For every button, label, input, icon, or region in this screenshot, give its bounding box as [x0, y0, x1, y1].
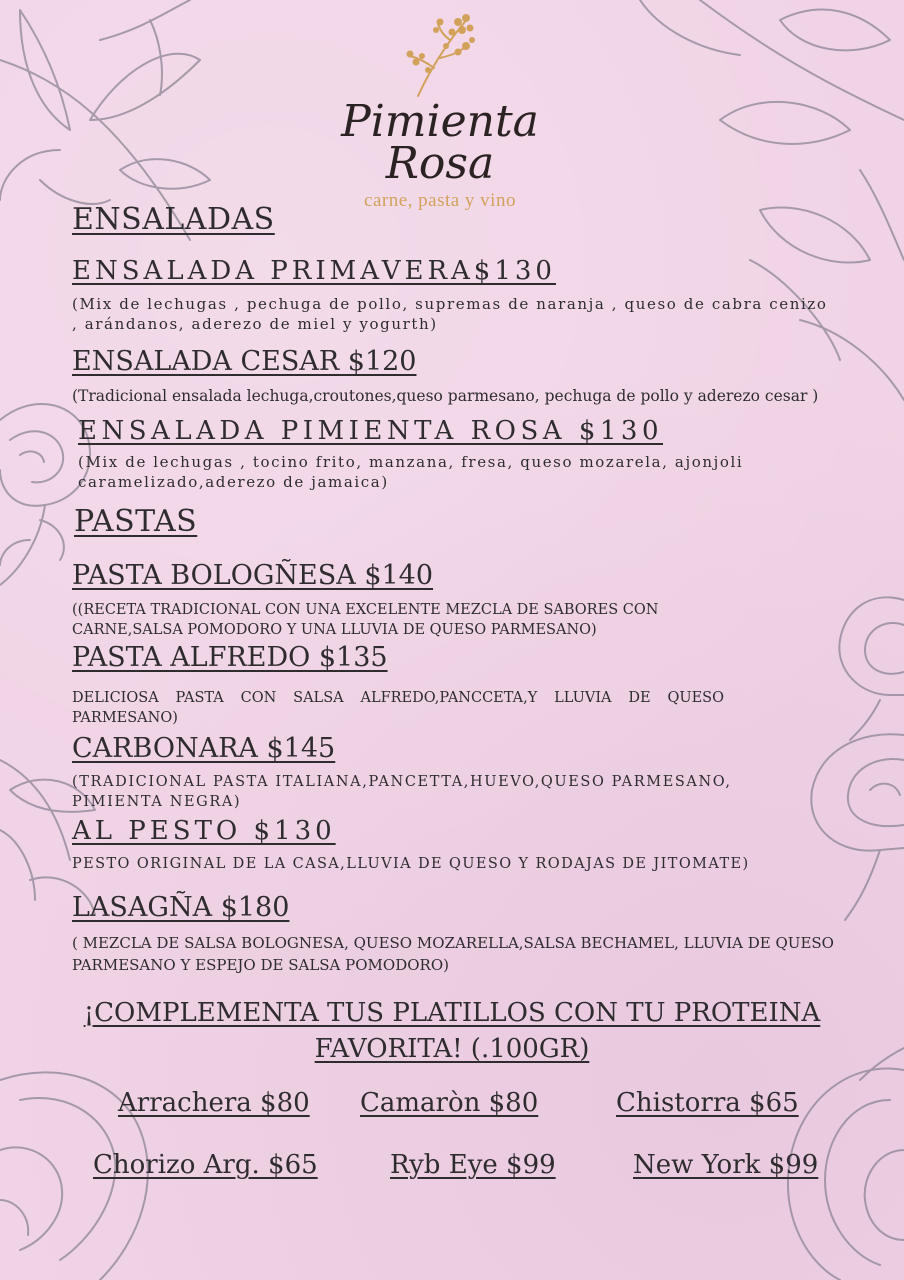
brand-name-line2: Rosa	[385, 138, 495, 189]
left-rose-icon	[0, 404, 90, 585]
protein-promo-heading-line2: FAVORITA! (.100GR)	[314, 1034, 590, 1064]
menu-item-description: (Mix de lechugas , tocino frito, manzana, fresa, queso mozarela, ajonjoli caramelizado,aderezo de jamaica)	[78, 453, 744, 491]
menu-item-description: (Mix de lechugas , pechuga de pollo, supremas de naranja , queso de cabra cenizo , arándanos, aderezo de miel y yogurth)	[72, 295, 828, 333]
protein-option: Ryb Eye $99	[390, 1150, 556, 1180]
protein-option: Chistorra $65	[616, 1088, 799, 1118]
menu-item-description: (TRADICIONAL PASTA ITALIANA,PANCETTA,HUEVO,QUESO PARMESANO, PIMIENTA NEGRA)	[72, 774, 732, 810]
menu-item-pasta-bolognesa: PASTA BOLOGÑESA $140	[72, 560, 434, 591]
brand-tagline: carne, pasta y vino	[364, 190, 516, 211]
section-heading-pastas: PASTAS	[74, 504, 198, 539]
menu-item-description: (Tradicional ensalada lechuga,croutones,queso parmesano, pechuga de pollo y aderezo cesar )	[72, 387, 819, 405]
protein-option: New York $99	[633, 1150, 819, 1180]
section-heading-ensaladas: ENSALADAS	[72, 202, 275, 237]
menu-item-description: DELICIOSA PASTA CON SALSA ALFREDO,PANCCETA,Y LLUVIA DE QUESO PARMESANO)	[72, 690, 724, 726]
protein-option: Arrachera $80	[118, 1088, 310, 1118]
menu-item-ensalada-primavera: ENSALADA PRIMAVERA$130	[72, 256, 556, 286]
menu-item-lasagna: LASAGÑA $180	[72, 892, 290, 923]
brand-name-line1: Pimienta	[341, 96, 539, 147]
menu-item-carbonara: CARBONARA $145	[72, 733, 336, 764]
menu-item-ensalada-pimienta-rosa: ENSALADA PIMIENTA ROSA $130	[78, 416, 664, 446]
menu-item-ensalada-cesar: ENSALADA CESAR $120	[72, 346, 417, 377]
top-right-leaves-icon	[640, 0, 904, 400]
menu-item-al-pesto: AL PESTO $130	[72, 816, 336, 846]
menu-item-pasta-alfredo: PASTA ALFREDO $135	[72, 642, 388, 673]
menu-item-description: ((RECETA TRADICIONAL CON UNA EXCELENTE MEZCLA DE SABORES CON CARNE,SALSA POMODORO Y UNA LLUVIA DE QUESO PARMESANO)	[72, 602, 659, 638]
menu-item-description: PESTO ORIGINAL DE LA CASA,LLUVIA DE QUESO Y RODAJAS DE JITOMATE)	[72, 856, 750, 872]
menu-item-description: ( MEZCLA DE SALSA BOLOGNESA, QUESO MOZARELLA,SALSA BECHAMEL, LLUVIA DE QUESO PARMESANO Y ESPEJO DE SALSA POMODORO)	[72, 934, 834, 974]
pink-pepper-sprig-icon	[400, 10, 480, 100]
protein-promo-heading-line1: ¡COMPLEMENTA TUS PLATILLOS CON TU PROTEINA	[83, 998, 821, 1028]
restaurant-logo	[320, 10, 560, 212]
protein-option: Camaròn $80	[360, 1088, 539, 1118]
protein-option: Chorizo Arg. $65	[93, 1150, 318, 1180]
